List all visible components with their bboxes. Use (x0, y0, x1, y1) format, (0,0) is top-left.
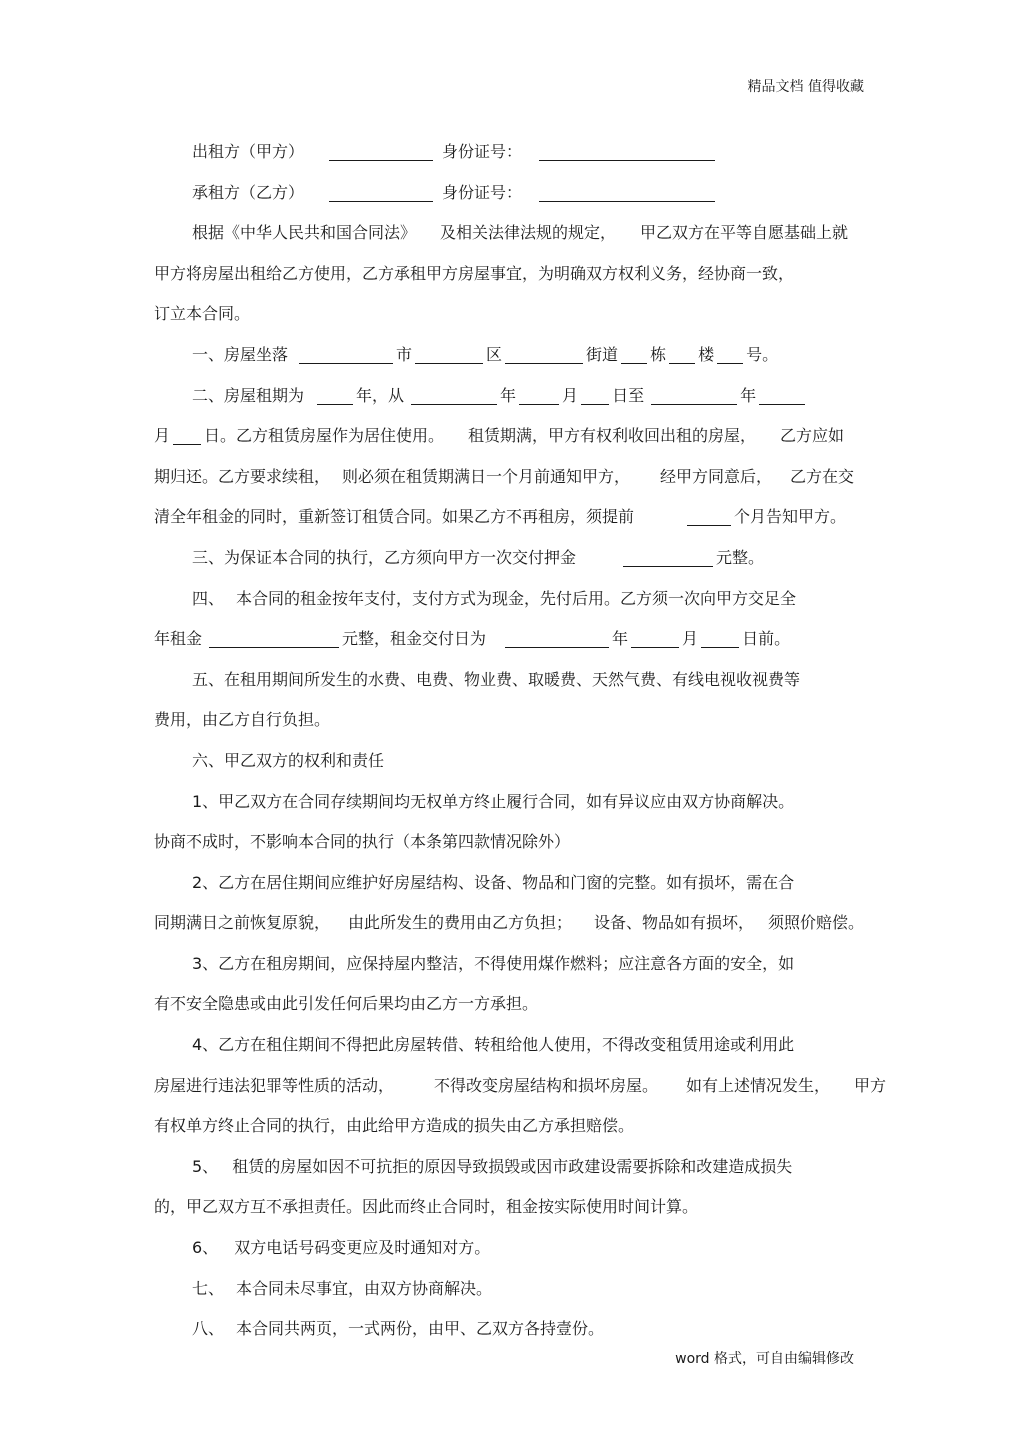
clause-text: 楼 (698, 344, 715, 364)
clause-text: 设备、物品如有损坏， (594, 913, 755, 933)
preamble-line-2: 甲方将房屋出租给乙方使用，乙方承租甲方房屋事宜，为明确双方权利义务，经协商一致， (154, 263, 795, 283)
clause-text: 双方电话号码变更应及时通知对方。 (234, 1238, 491, 1258)
clause-text: 本合同未尽事宜，由双方协商解决。 (236, 1278, 493, 1298)
clause-text: 同期满日之前恢复原貌， (154, 913, 331, 933)
header-note: 精品文档 值得收藏 (747, 79, 864, 95)
lessor-id-blank (539, 138, 715, 161)
notice-months-blank (687, 503, 731, 526)
clause-text: 乙方在交 (790, 466, 855, 486)
lessor-line (154, 132, 874, 173)
clause-text: 不得改变房屋结构和损坏房屋。 (434, 1075, 659, 1095)
clause-text: 月 (154, 426, 171, 446)
footer-note: word 格式，可自由编辑修改 (675, 1351, 854, 1367)
street-blank (505, 341, 583, 364)
clause-text: 本合同共两页，一式两份，由甲、乙双方各持壹份。 (236, 1319, 605, 1339)
lessee-id-label: 身份证号： (442, 182, 523, 202)
clause-text: 区 (486, 344, 503, 364)
clause-text: 年 (740, 385, 757, 405)
clause-2-line-4 (154, 497, 874, 538)
clause-text: 年 (612, 629, 629, 649)
clause-6-title: 六、甲乙双方的权利和责任 (192, 750, 385, 770)
preamble-line-3: 订立本合同。 (154, 304, 251, 324)
lessor-label: 出租方（甲方） (192, 142, 305, 161)
start-month-blank (519, 382, 559, 405)
clause-text: 5、 (192, 1156, 219, 1176)
clause-text: 元整，租金交付日为 (342, 629, 487, 649)
clause-6-item-2b (154, 903, 874, 944)
district-blank (415, 341, 483, 364)
clause-text: 三、为保证本合同的执行，乙方须向甲方一次交付押金 (192, 547, 577, 567)
clause-text: 月 (562, 385, 579, 405)
clause-text: 二、房屋租期为 (192, 385, 305, 405)
floor-blank (669, 341, 695, 364)
clause-text: 如有上述情况发生， (686, 1075, 831, 1095)
clause-6-item-3b: 有不安全隐患或由此引发任何后果均由乙方一方承担。 (154, 994, 539, 1014)
clause-7 (154, 1269, 874, 1310)
clause-text: 日至 (612, 385, 645, 405)
term-years-blank (317, 382, 353, 405)
clause-text: 乙方应如 (780, 426, 845, 446)
clause-6-item-4c: 有权单方终止合同的执行，由此给甲方造成的损失由乙方承担赔偿。 (154, 1116, 635, 1136)
clause-text: 年 (500, 385, 517, 405)
lessee-label: 承租方（乙方） (192, 182, 305, 202)
preamble-text: 及相关法律法规的规定， (440, 223, 617, 243)
lessee-name-blank (329, 179, 433, 202)
building-blank (621, 341, 647, 364)
preamble-text: 甲乙双方在平等自愿基础上就 (640, 223, 849, 243)
clause-text: 街道 (586, 344, 619, 364)
clause-6-item-5b: 的，甲乙双方互不承担责任。因此而终止合同时，租金按实际使用时间计算。 (154, 1197, 699, 1217)
clause-4-line-2 (154, 619, 874, 660)
lessee-id-blank (539, 179, 715, 202)
clause-text: 清全年租金的同时，重新签订租赁合同。如果乙方不再租房，须提前 (154, 507, 635, 527)
annual-rent-blank (209, 625, 339, 648)
clause-3-deposit (154, 538, 874, 579)
start-day-blank (581, 382, 609, 405)
clause-text: 元整。 (716, 547, 765, 567)
end-year-blank (651, 382, 737, 405)
clause-6-item-4b (154, 1066, 887, 1107)
lessee-line (154, 173, 874, 214)
clause-text: 日前。 (742, 629, 791, 649)
clause-text: 由此所发生的费用由乙方负担； (348, 913, 573, 933)
lessor-id-label: 身份证号： (442, 142, 523, 161)
clause-text: 租赁的房屋如因不可抗拒的原因导致损毁或因市政建设需要拆除和改建造成损失 (232, 1156, 793, 1176)
pay-year-blank (505, 625, 609, 648)
clause-text: 则必须在租赁期满日一个月前通知甲方， (342, 466, 631, 486)
clause-5-line-1: 五、在租用期间所发生的水费、电费、物业费、取暖费、天然气费、有线电视收视费等 (192, 669, 801, 689)
clause-1-location (154, 335, 874, 376)
clause-6-item-6 (154, 1228, 874, 1269)
clause-text: 本合同的租金按年支付，支付方式为现金，先付后用。乙方须一次向甲方交足全 (236, 588, 797, 608)
clause-8 (154, 1309, 874, 1350)
clause-text: 市 (396, 344, 413, 364)
pay-day-blank (701, 625, 739, 648)
clause-text: 日。乙方租赁房屋作为居住使用。 (204, 426, 445, 446)
clause-6-item-2a: 2、乙方在居住期间应维护好房屋结构、设备、物品和门窗的完整。如有损坏，需在合 (192, 872, 795, 892)
clause-text: 年租金 (154, 629, 203, 649)
pay-month-blank (631, 625, 679, 648)
clause-text: 个月告知甲方。 (734, 507, 847, 527)
clause-text: 房屋进行违法犯罪等性质的活动， (154, 1075, 395, 1095)
clause-text: 四、 (192, 588, 225, 608)
clause-text: 一、房屋坐落 (192, 344, 289, 364)
city-blank (299, 341, 393, 364)
end-day-blank (173, 422, 201, 445)
clause-6-item-3a: 3、乙方在租房期间，应保持屋内整洁，不得使用煤作燃料；应注意各方面的安全，如 (192, 953, 795, 973)
clause-2-line-2 (154, 416, 874, 457)
clause-6-item-1b: 协商不成时，不影响本合同的执行（本条第四款情况除外） (154, 832, 571, 852)
clause-5-line-2: 费用，由乙方自行负担。 (154, 710, 331, 730)
clause-text: 须照价赔偿。 (768, 913, 865, 933)
start-year-blank (411, 382, 497, 405)
clause-text: 栋 (650, 344, 667, 364)
clause-text: 期归还。乙方要求续租， (154, 466, 331, 486)
clause-2-line-3 (154, 457, 874, 498)
clause-text: 月 (682, 629, 699, 649)
clause-2-line-1 (154, 376, 874, 417)
clause-text: 甲方 (854, 1075, 887, 1095)
clause-text: 八、 (192, 1319, 225, 1339)
contract-body (154, 132, 887, 1350)
clause-4-line-1 (154, 579, 874, 620)
clause-text: 经甲方同意后， (660, 466, 773, 486)
clause-text: 年，从 (356, 385, 405, 405)
lessor-name-blank (329, 138, 433, 161)
clause-text: 号。 (746, 344, 779, 364)
end-month-blank (759, 382, 805, 405)
clause-6-item-4a: 4、乙方在租住期间不得把此房屋转借、转租给他人使用，不得改变租赁用途或利用此 (192, 1035, 795, 1055)
preamble-text: 根据《中华人民共和国合同法》 (192, 223, 417, 243)
deposit-blank (623, 544, 713, 567)
clause-text: 租赁期满，甲方有权利收回出租的房屋， (468, 426, 757, 446)
preamble-line-1 (154, 213, 874, 254)
clause-text: 6、 (192, 1238, 219, 1258)
clause-6-item-5a (154, 1147, 874, 1188)
number-blank (717, 341, 743, 364)
clause-text: 七、 (192, 1278, 225, 1298)
clause-6-item-1a: 1、甲乙双方在合同存续期间均无权单方终止履行合同，如有异议应由双方协商解决。 (192, 791, 795, 811)
